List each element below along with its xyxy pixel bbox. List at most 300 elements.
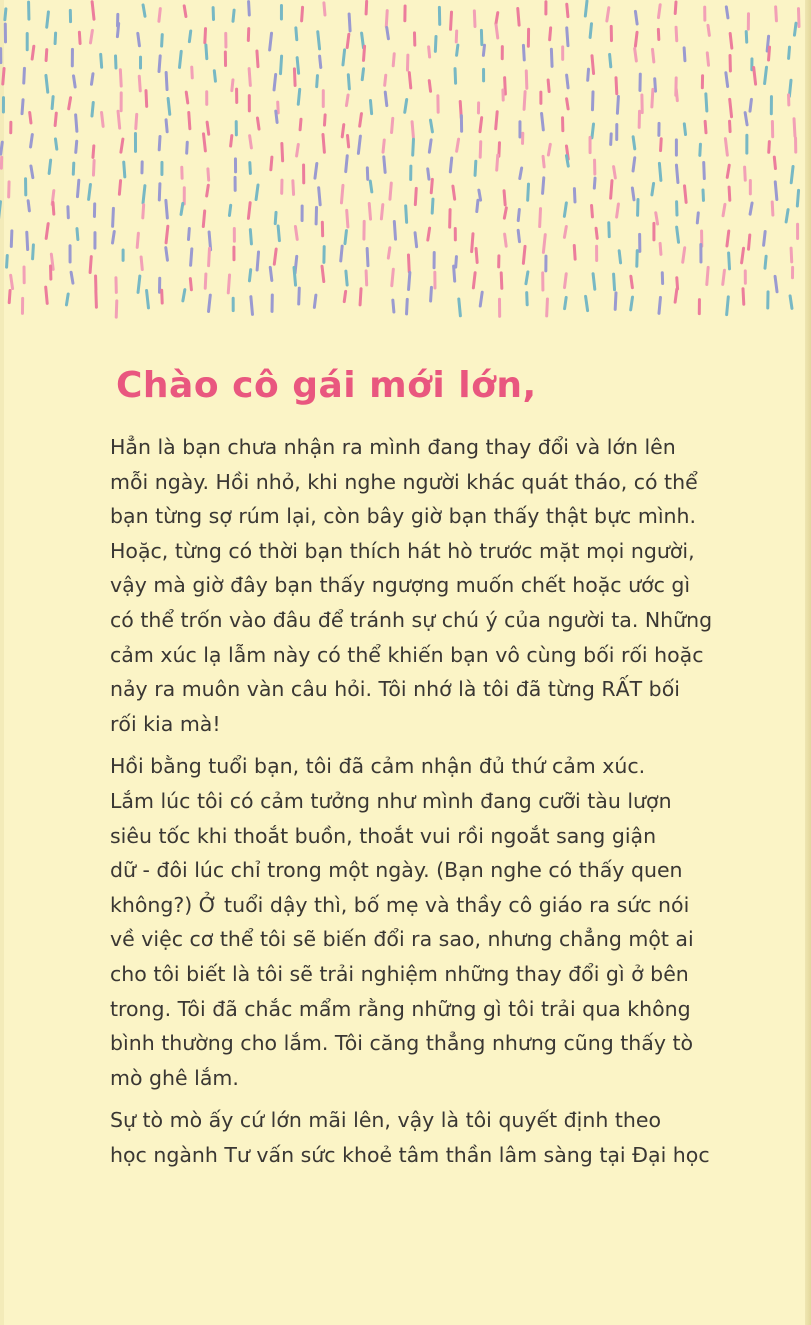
confetti-dash: [347, 210, 348, 227]
confetti-dash: [432, 199, 433, 213]
confetti-dash: [386, 11, 387, 27]
confetti-dash: [1, 142, 3, 154]
confetti-dash: [143, 5, 145, 16]
confetti-dash: [297, 58, 298, 74]
confetti-dash: [92, 2, 94, 20]
confetti-dash: [166, 120, 167, 132]
confetti-dash: [769, 47, 770, 60]
confetti-dash: [653, 49, 654, 62]
confetti-dash: [742, 248, 744, 263]
confetti-dash: [116, 301, 117, 317]
confetti-dash: [28, 201, 29, 211]
confetti-dash: [121, 139, 123, 152]
confetti-dash: [765, 256, 766, 268]
confetti-dash: [697, 213, 698, 223]
confetti-dash: [550, 28, 551, 40]
confetti-dash: [592, 56, 594, 74]
confetti-dash: [415, 233, 417, 247]
confetti-dash: [11, 231, 12, 247]
confetti-dash: [551, 49, 552, 66]
confetti-dash: [387, 27, 389, 38]
confetti-dash: [725, 139, 727, 156]
confetti-dash: [567, 75, 568, 88]
confetti-dash: [428, 169, 429, 179]
confetti-dash: [249, 2, 250, 15]
confetti-dash: [249, 270, 250, 281]
confetti-dash: [229, 205, 230, 215]
confetti-dash: [147, 290, 149, 307]
confetti-dash: [429, 140, 431, 152]
confetti-dash: [794, 23, 796, 35]
confetti-dash: [727, 231, 729, 246]
confetti-dash: [93, 146, 94, 158]
confetti-dash: [705, 121, 706, 132]
confetti-dash: [79, 32, 80, 43]
confetti-dash: [750, 203, 752, 214]
confetti-dash: [676, 89, 677, 100]
confetti-dash: [505, 234, 507, 246]
confetti-dash: [49, 160, 51, 173]
confetti-dash: [472, 234, 473, 252]
confetti-dash: [789, 47, 790, 58]
confetti-dash: [364, 46, 365, 60]
confetti-dash: [209, 248, 210, 265]
confetti-dash: [278, 226, 279, 241]
confetti-dash: [117, 23, 118, 36]
confetti-dash: [139, 76, 140, 91]
confetti-dash: [479, 190, 481, 200]
confetti-dash: [406, 206, 407, 222]
confetti-dash: [189, 31, 190, 42]
confetti-dash: [431, 179, 432, 192]
confetti-dash: [77, 180, 78, 196]
confetti-dash: [302, 7, 303, 21]
confetti-dash: [294, 268, 296, 286]
confetti-dash: [704, 162, 705, 178]
confetti-dash: [69, 98, 71, 109]
confetti-dash: [660, 243, 661, 254]
confetti-dash: [548, 144, 550, 155]
confetti-dash: [474, 11, 475, 27]
confetti-dash: [341, 185, 343, 203]
confetti-dash: [76, 141, 77, 152]
confetti-dash: [611, 181, 612, 199]
confetti-dash: [523, 246, 525, 263]
confetti-dash: [74, 76, 76, 87]
confetti-dash: [385, 92, 387, 105]
confetti-dash: [745, 167, 746, 180]
confetti-dash: [166, 200, 167, 218]
confetti-dash: [523, 45, 524, 60]
confetti-dash: [455, 69, 456, 84]
confetti-dash: [393, 54, 394, 66]
confetti-dash: [565, 297, 567, 308]
confetti-dash: [343, 50, 345, 65]
confetti-dash: [520, 168, 522, 179]
confetti-dash: [504, 208, 506, 218]
confetti-dash: [166, 73, 167, 90]
confetti-dash: [381, 205, 382, 219]
confetti-dash: [251, 297, 253, 315]
confetti-dash: [205, 29, 206, 43]
confetti-dash: [518, 230, 519, 241]
confetti-dash: [677, 227, 679, 242]
confetti-dash: [475, 161, 476, 175]
confetti-dash: [159, 9, 160, 22]
confetti-dash: [405, 100, 407, 113]
confetti-dash: [71, 272, 73, 283]
confetti-dash: [370, 101, 371, 114]
confetti-dash: [776, 7, 777, 21]
confetti-dash: [794, 119, 795, 136]
confetti-dash: [631, 276, 633, 287]
confetti-dash: [232, 80, 233, 91]
confetti-dash: [270, 267, 272, 280]
confetti-dash: [635, 11, 637, 24]
confetti-dash: [526, 71, 527, 88]
confetti-dash: [33, 245, 34, 259]
confetti-dash: [77, 229, 78, 240]
confetti-dash: [162, 35, 163, 46]
confetti-dash: [708, 25, 709, 35]
confetti-dash: [7, 255, 8, 267]
confetti-dash: [754, 67, 756, 84]
confetti-dash: [592, 206, 593, 217]
confetti-dash: [190, 279, 191, 290]
confetti-dash: [91, 74, 93, 85]
confetti-dash: [250, 136, 252, 148]
confetti-dash: [324, 115, 325, 125]
confetti-dash: [27, 232, 28, 249]
confetti-dash: [617, 204, 619, 217]
confetti-dash: [46, 224, 48, 239]
confetti-dash: [727, 297, 729, 315]
confetti-dash: [300, 119, 301, 130]
confetti-dash: [566, 156, 568, 167]
confetti-dash: [294, 69, 295, 86]
confetti-dash: [499, 143, 500, 156]
confetti-dash: [457, 139, 459, 151]
confetti-dash: [652, 183, 654, 194]
confetti-dash: [281, 56, 282, 73]
confetti-dash: [656, 213, 658, 224]
confetti-dash: [250, 163, 251, 174]
confetti-dash: [661, 139, 662, 151]
confetti-dash: [473, 273, 475, 288]
confetti-dash: [92, 102, 93, 116]
confetti-dash: [102, 112, 104, 126]
confetti-dash: [228, 275, 229, 293]
paragraph-2: Hồi bằng tuổi bạn, tôi đã cảm nhận đủ thứ cảm xúc. Lắm lúc tôi có cảm tưởng như mình đang cưỡi tàu lượn siêu tốc khi thoắt buồn, thoắt vui rồi ngoắt sang giận dữ - đôi lúc chỉ trong một ngày. (Bạn nghe có thấy quen không?) Ở tuổi dậy thì, bố mẹ và thầy cô giáo ra sức nói về việc cơ thể tôi sẽ biến đổi ra sao, nhưng chẳng một ai cho tôi biết là tôi sẽ trải nghiệm những thay đổi gì ở bên trong. Tôi đã chắc mẩm rằng những gì tôi trải qua không bình thường cho lắm. Tôi căng thẳng nhưng cũng thấy tò mò ghê lắm.: [110, 754, 694, 1090]
confetti-dash: [700, 144, 701, 155]
confetti-dash: [314, 295, 316, 307]
confetti-dash: [5, 9, 6, 20]
confetti-dash: [46, 287, 48, 303]
confetti-dash: [362, 33, 364, 48]
confetti-dash: [192, 67, 193, 78]
confetti-dash: [76, 115, 77, 131]
confetti-dash: [408, 255, 409, 272]
confetti-dash: [299, 288, 300, 304]
confetti-dash: [480, 118, 482, 132]
confetti-dash: [658, 5, 660, 18]
confetti-dash: [450, 158, 451, 172]
confetti-dash: [184, 6, 186, 17]
confetti-dash: [315, 163, 317, 178]
confetti-dash: [141, 257, 142, 270]
confetti-pattern: [0, 0, 811, 330]
confetti-dash: [282, 143, 283, 160]
paragraph-3: Sự tò mò ấy cứ lớn mãi lên, vậy là tôi quyết định theo học ngành Tư vấn sức khoẻ tâm thần lâm sàng tại Đại học: [110, 1108, 710, 1167]
confetti-dash: [451, 12, 452, 29]
confetti-dash: [765, 67, 767, 83]
confetti-dash: [790, 296, 792, 308]
confetti-dash: [590, 24, 591, 38]
confetti-dash: [124, 162, 125, 177]
confetti-dash: [548, 80, 549, 91]
confetti-dash: [274, 249, 276, 264]
confetti-dash: [342, 125, 344, 137]
confetti-dash: [293, 181, 294, 195]
confetti-dash: [113, 208, 114, 226]
confetti-dash: [362, 69, 363, 80]
confetti-dash: [203, 134, 205, 151]
confetti-dash: [138, 276, 140, 292]
confetti-dash: [162, 290, 163, 303]
confetti-dash: [607, 8, 609, 21]
confetti-dash: [256, 185, 258, 200]
confetti-dash: [504, 191, 505, 205]
confetti-dash: [118, 111, 120, 128]
confetti-dash: [191, 249, 192, 265]
confetti-dash: [729, 187, 730, 200]
confetti-dash: [413, 139, 414, 155]
confetti-dash: [101, 54, 102, 67]
confetti-dash: [317, 76, 318, 87]
confetti-dash: [360, 289, 361, 305]
confetti-dash: [412, 122, 413, 138]
confetti-dash: [635, 32, 637, 46]
confetti-dash: [274, 74, 276, 89]
confetti-dash: [276, 111, 277, 122]
confetti-dash: [138, 33, 140, 45]
confetti-dash: [393, 300, 394, 312]
confetti-dash: [119, 181, 120, 195]
confetti-dash: [684, 124, 685, 135]
confetti-dash: [348, 136, 349, 147]
confetti-dash: [207, 122, 209, 134]
confetti-dash: [610, 54, 611, 66]
confetti-dash: [565, 274, 567, 288]
confetti-dash: [146, 91, 147, 107]
confetti-dash: [730, 34, 732, 49]
confetti-dash: [518, 9, 519, 26]
confetti-dash: [428, 228, 430, 240]
confetti-dash: [431, 287, 432, 301]
confetti-dash: [633, 137, 635, 149]
confetti-dash: [483, 45, 484, 55]
confetti-dash: [543, 156, 544, 166]
confetti-dash: [659, 163, 660, 180]
confetti-dash: [296, 28, 297, 40]
confetti-dash: [496, 112, 497, 129]
confetti-dash: [257, 118, 259, 129]
confetti-dash: [186, 92, 187, 103]
confetti-dash: [429, 81, 430, 92]
confetti-dash: [574, 246, 575, 260]
confetti-dash: [90, 30, 92, 43]
confetti-dash: [631, 297, 633, 310]
confetti-dash: [55, 139, 56, 149]
confetti-dash: [746, 32, 747, 43]
confetti-dash: [137, 233, 138, 247]
confetti-dash: [46, 75, 48, 92]
confetti-dash: [383, 140, 384, 152]
confetti-dash: [797, 190, 798, 206]
confetti-dash: [52, 97, 53, 109]
confetti-dash: [248, 203, 250, 219]
confetti-dash: [385, 75, 386, 85]
confetti-dash: [22, 100, 23, 114]
confetti-dash: [633, 158, 635, 171]
confetti-dash: [727, 165, 729, 177]
confetti-dash: [324, 3, 325, 15]
confetti-dash: [319, 188, 321, 205]
confetti-dash: [676, 165, 677, 182]
confetti-dash: [528, 184, 529, 200]
confetti-dash: [594, 178, 595, 188]
confetti-dash: [454, 266, 455, 281]
confetti-dash: [360, 114, 362, 127]
confetti-dash: [729, 253, 730, 269]
confetti-dash: [497, 155, 498, 170]
confetti-dash: [543, 235, 545, 253]
confetti-dash: [341, 246, 342, 261]
confetti-dash: [180, 51, 182, 67]
confetti-dash: [366, 271, 367, 285]
confetti-dash: [743, 289, 744, 304]
confetti-dash: [297, 144, 299, 156]
confetti-dash: [456, 257, 457, 268]
confetti-dash: [617, 97, 618, 114]
confetti-dash: [349, 14, 350, 31]
confetti-dash: [143, 186, 145, 203]
confetti-dash: [592, 124, 594, 138]
confetti-dash: [209, 295, 211, 311]
confetti-dash: [435, 36, 436, 51]
confetti-dash: [370, 181, 372, 192]
confetti-dash: [745, 113, 747, 125]
confetti-dash: [635, 48, 637, 60]
confetti-dash: [429, 47, 430, 57]
confetti-dash: [476, 249, 477, 263]
confetti-dash: [187, 142, 188, 153]
confetti-dash: [9, 291, 10, 303]
confetti-dash: [749, 235, 750, 249]
confetti-dash: [615, 293, 616, 309]
confetti-dash: [31, 135, 33, 147]
confetti-dash: [166, 248, 168, 261]
confetti-dash: [632, 188, 634, 200]
confetti-dash: [655, 79, 656, 91]
confetti-dash: [358, 136, 360, 153]
confetti-dash: [616, 78, 617, 94]
confetti-dash: [275, 212, 276, 223]
confetti-dash: [257, 252, 258, 270]
confetti-dash: [567, 28, 568, 46]
confetti-dash: [614, 274, 615, 290]
confetti-dash: [346, 156, 348, 172]
confetti-dash: [136, 114, 137, 128]
confetti-dash: [685, 186, 687, 203]
confetti-dash: [707, 53, 708, 65]
confetti-dash: [675, 289, 677, 302]
confetti-dash: [367, 248, 368, 265]
confetti-dash: [55, 33, 56, 43]
confetti-dash: [348, 75, 349, 89]
confetti-dash: [775, 276, 777, 291]
confetti-dash: [430, 120, 432, 132]
confetti-dash: [619, 251, 620, 263]
confetti-dash: [249, 69, 250, 86]
confetti-dash: [480, 142, 481, 157]
confetti-dash: [730, 99, 732, 116]
confetti-dash: [772, 202, 773, 215]
confetti-dash: [207, 185, 209, 196]
confetti-dash: [394, 222, 395, 240]
confetti-dash: [707, 267, 708, 284]
confetti-dash: [459, 299, 461, 316]
confetti-dash: [526, 272, 528, 284]
confetti-dash: [271, 157, 272, 170]
confetti-dash: [457, 45, 458, 55]
confetti-dash: [774, 157, 775, 168]
confetti-dash: [593, 274, 595, 290]
confetti-dash: [388, 248, 390, 258]
confetti-dash: [524, 92, 525, 110]
confetti-dash: [676, 27, 677, 40]
confetti-dash: [614, 167, 616, 178]
confetti-dash: [24, 68, 25, 83]
confetti-dash: [547, 299, 548, 316]
confetti-dash: [392, 118, 393, 132]
confetti-dash: [786, 210, 788, 222]
confetti-dash: [675, 2, 676, 13]
confetti-dash: [750, 99, 751, 111]
confetti-dash: [295, 227, 297, 240]
confetti-dash: [206, 45, 207, 59]
confetti-dash: [496, 25, 498, 38]
confetti-dash: [203, 211, 204, 227]
confetti-dash: [652, 89, 653, 106]
confetti-dash: [66, 294, 68, 305]
confetti-dash: [233, 10, 234, 21]
confetti-dash: [298, 89, 299, 104]
confetti-dash: [723, 204, 725, 215]
confetti-dash: [769, 142, 770, 153]
confetti-dash: [369, 204, 370, 220]
confetti-dash: [89, 185, 91, 200]
confetti-dash: [347, 34, 349, 47]
confetti-dash: [90, 257, 91, 273]
confetti-dash: [345, 231, 346, 244]
confetti-dash: [320, 56, 321, 67]
confetti-dash: [322, 266, 324, 281]
confetti-dash: [11, 275, 13, 288]
confetti-dash: [564, 203, 566, 216]
confetti-dash: [143, 205, 144, 218]
confetti-dash: [346, 95, 348, 106]
